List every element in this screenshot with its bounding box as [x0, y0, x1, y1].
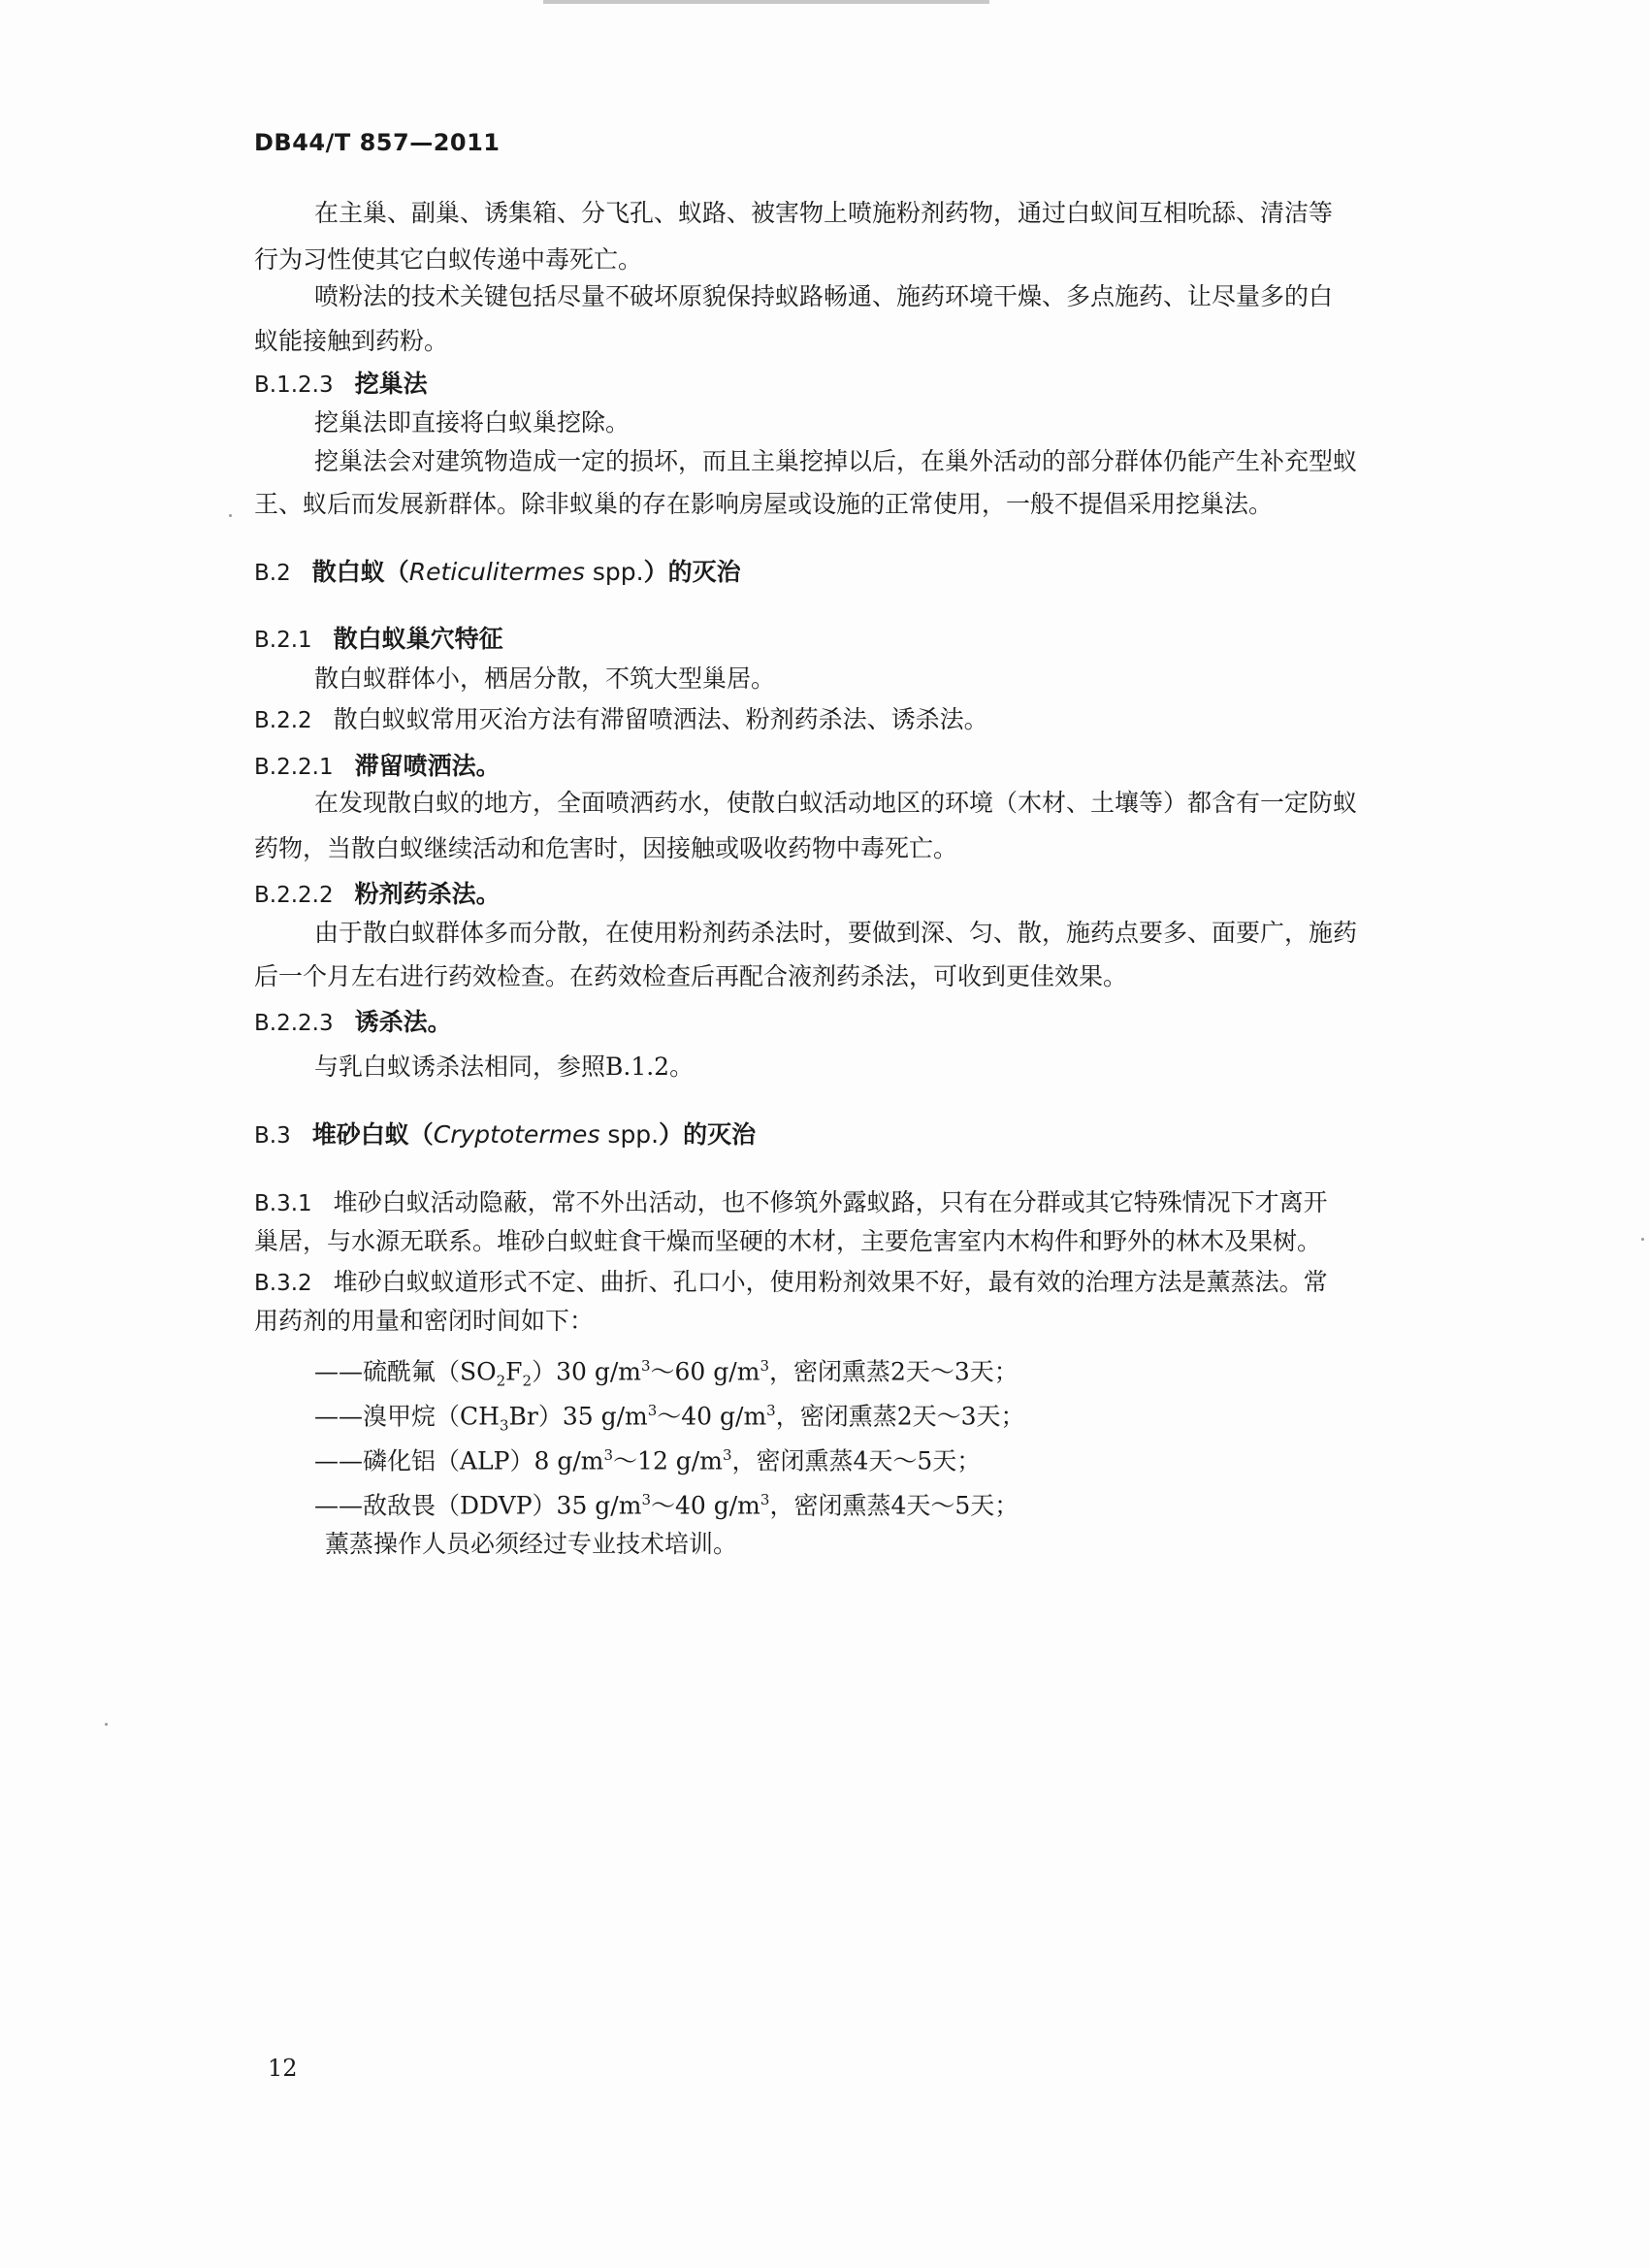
clause-text: 散白蚁蚁常用灭治方法有滞留喷洒法、粉剂药杀法、诱杀法。 — [333, 705, 988, 733]
paragraph-line: 在主巢、副巢、诱集箱、分飞孔、蚁路、被害物上喷施粉剂药物，通过白蚁间互相吮舔、清洁等 — [314, 199, 1334, 227]
heading-title: 滞留喷洒法。 — [354, 752, 501, 780]
fumigation-time: ，密闭熏蒸2天～3天； — [768, 1357, 1018, 1386]
dose-min: 8 g/m — [534, 1446, 604, 1475]
heading-b123 — [254, 367, 428, 403]
heading-b3 — [254, 1118, 756, 1153]
heading-title-prefix: 堆砂白蚁（ — [311, 1120, 434, 1149]
paragraph-line: 与乳白蚁诱杀法相同，参照B.1.2。 — [314, 1053, 695, 1081]
paragraph-line: 喷粉法的技术关键包括尽量不破坏原貌保持蚁路畅通、施药环境干燥、多点施药、让尽量多的白 — [314, 282, 1334, 310]
paragraph-line: 由于散白蚁群体多而分散，在使用粉剂药杀法时，要做到深、匀、散，施药点要多、面要广，施药 — [314, 919, 1358, 947]
dose-max: ～12 g/m — [613, 1446, 723, 1475]
clause-text: 堆砂白蚁蚁道形式不定、曲折、孔口小，使用粉剂效果不好，最有效的治理方法是薰蒸法。常 — [333, 1268, 1328, 1296]
paragraph-line: 散白蚁群体小，栖居分散，不筑大型巢居。 — [314, 664, 776, 693]
clause-number: B.2.2 — [254, 708, 312, 733]
subscript: 2 — [496, 1372, 506, 1390]
heading-title: 挖巢法 — [354, 370, 428, 398]
dose-min: 30 g/m — [556, 1357, 641, 1386]
heading-b21 — [254, 622, 503, 658]
dose-max: ～60 g/m — [650, 1357, 760, 1386]
paren-close: ） — [509, 1446, 534, 1475]
paragraph-line: 王、蚁后而发展新群体。除非蚁巢的存在影响房屋或设施的正常使用，一般不提倡采用挖巢法。 — [254, 490, 1274, 518]
heading-title: 粉剂药杀法。 — [354, 880, 501, 908]
dose-max: ～40 g/m — [657, 1402, 767, 1431]
fumigant-item — [314, 1393, 1025, 1442]
dose-min: 35 g/m — [556, 1491, 642, 1520]
heading-number: B.2.2.1 — [254, 755, 334, 780]
heading-title: 散白蚁巢穴特征 — [333, 625, 503, 653]
paragraph-line: 行为习性使其它白蚁传递中毒死亡。 — [254, 245, 643, 274]
heading-b2 — [254, 555, 741, 591]
superscript: 3 — [647, 1402, 658, 1419]
fumigant-name: 溴甲烷（CH — [363, 1402, 500, 1431]
paragraph-line: 后一个月左右进行药效检查。在药效检查后再配合液剂药杀法，可收到更佳效果。 — [254, 962, 1128, 990]
heading-title-suffix: ）的灭治 — [643, 558, 741, 586]
clause-text: 堆砂白蚁活动隐蔽，常不外出活动，也不修筑外露蚁路，只有在分群或其它特殊情况下才离开 — [333, 1188, 1328, 1216]
page-number: 12 — [268, 2055, 298, 2082]
paren-close: ） — [532, 1357, 557, 1386]
document-id-header: DB44/T 857—2011 — [254, 129, 501, 156]
formula-part: Br — [508, 1402, 538, 1431]
dose-min: 35 g/m — [562, 1402, 648, 1431]
superscript: 3 — [722, 1446, 732, 1464]
subscript: 3 — [499, 1416, 509, 1435]
clause-b22 — [254, 702, 988, 738]
fumigation-time: ，密闭熏蒸4天～5天； — [731, 1446, 982, 1475]
heading-number: B.2.1 — [254, 628, 312, 653]
paragraph-line: 巢居，与水源无联系。堆砂白蚁蛀食干燥而坚硬的木材，主要危害室内木构件和野外的林木及果树。 — [254, 1227, 1322, 1255]
latin-genus: Reticulitermes — [408, 558, 585, 586]
fumigant-name: 硫酰氟（SO — [363, 1357, 497, 1386]
paragraph-line: 在发现散白蚁的地方，全面喷洒药水，使散白蚁活动地区的环境（木材、土壤等）都含有一定防蚁 — [314, 789, 1358, 817]
superscript: 3 — [640, 1357, 651, 1375]
clause-number: B.3.2 — [254, 1271, 312, 1296]
latin-spp: spp. — [584, 558, 644, 586]
superscript: 3 — [641, 1491, 651, 1508]
heading-title: 诱杀法。 — [354, 1008, 452, 1036]
fumigant-item — [314, 1348, 1018, 1398]
list-dash: —— — [314, 1491, 363, 1520]
latin-genus: Cryptotermes — [433, 1120, 600, 1149]
heading-number: B.3 — [254, 1123, 291, 1149]
heading-number: B.2.2.3 — [254, 1011, 334, 1036]
paragraph-line: 薰蒸操作人员必须经过专业技术培训。 — [325, 1530, 738, 1558]
clause-b31 — [254, 1185, 1328, 1221]
scan-speck — [229, 514, 232, 517]
list-dash: —— — [314, 1446, 363, 1475]
heading-number: B.1.2.3 — [254, 373, 334, 398]
list-dash: —— — [314, 1402, 363, 1431]
scan-speck — [105, 1723, 108, 1726]
scan-speck — [1641, 1238, 1644, 1241]
superscript: 3 — [760, 1491, 770, 1508]
subscript: 2 — [522, 1372, 533, 1390]
superscript: 3 — [760, 1357, 769, 1375]
superscript: 3 — [603, 1446, 614, 1464]
scan-edge — [543, 0, 989, 4]
paragraph-line: 药物，当散白蚁继续活动和危害时，因接触或吸收药物中毒死亡。 — [254, 834, 958, 862]
paragraph-line: 挖巢法即直接将白蚁巢挖除。 — [314, 408, 630, 437]
fumigation-time: ，密闭熏蒸2天～3天； — [775, 1402, 1025, 1431]
clause-b32 — [254, 1265, 1328, 1301]
paragraph-line: 蚁能接触到药粉。 — [254, 327, 449, 355]
paren-close: ） — [537, 1402, 563, 1431]
superscript: 3 — [766, 1402, 776, 1419]
heading-title-suffix: ）的灭治 — [659, 1120, 757, 1149]
fumigant-name: 磷化铝（ALP — [363, 1446, 510, 1475]
dose-max: ～40 g/m — [650, 1491, 760, 1520]
heading-title-prefix: 散白蚁（ — [311, 558, 409, 586]
heading-b223 — [254, 1005, 452, 1041]
latin-spp: spp. — [599, 1120, 660, 1149]
heading-b222 — [254, 877, 501, 913]
formula-part: F — [505, 1357, 523, 1386]
fumigation-time: ，密闭熏蒸4天～5天； — [769, 1491, 1019, 1520]
list-dash: —— — [314, 1357, 363, 1386]
paren-close: ） — [532, 1491, 557, 1520]
fumigant-item — [314, 1482, 1018, 1532]
heading-number: B.2 — [254, 561, 291, 586]
paragraph-line: 挖巢法会对建筑物造成一定的损坏，而且主巢挖掉以后，在巢外活动的部分群体仍能产生补充型蚁 — [314, 447, 1358, 475]
fumigant-name: 敌敌畏（DDVP — [363, 1491, 533, 1520]
fumigant-item — [314, 1438, 981, 1487]
heading-b221 — [254, 749, 501, 785]
paragraph-line: 用药剂的用量和密闭时间如下： — [254, 1307, 595, 1335]
heading-number: B.2.2.2 — [254, 883, 334, 908]
clause-number: B.3.1 — [254, 1191, 312, 1216]
